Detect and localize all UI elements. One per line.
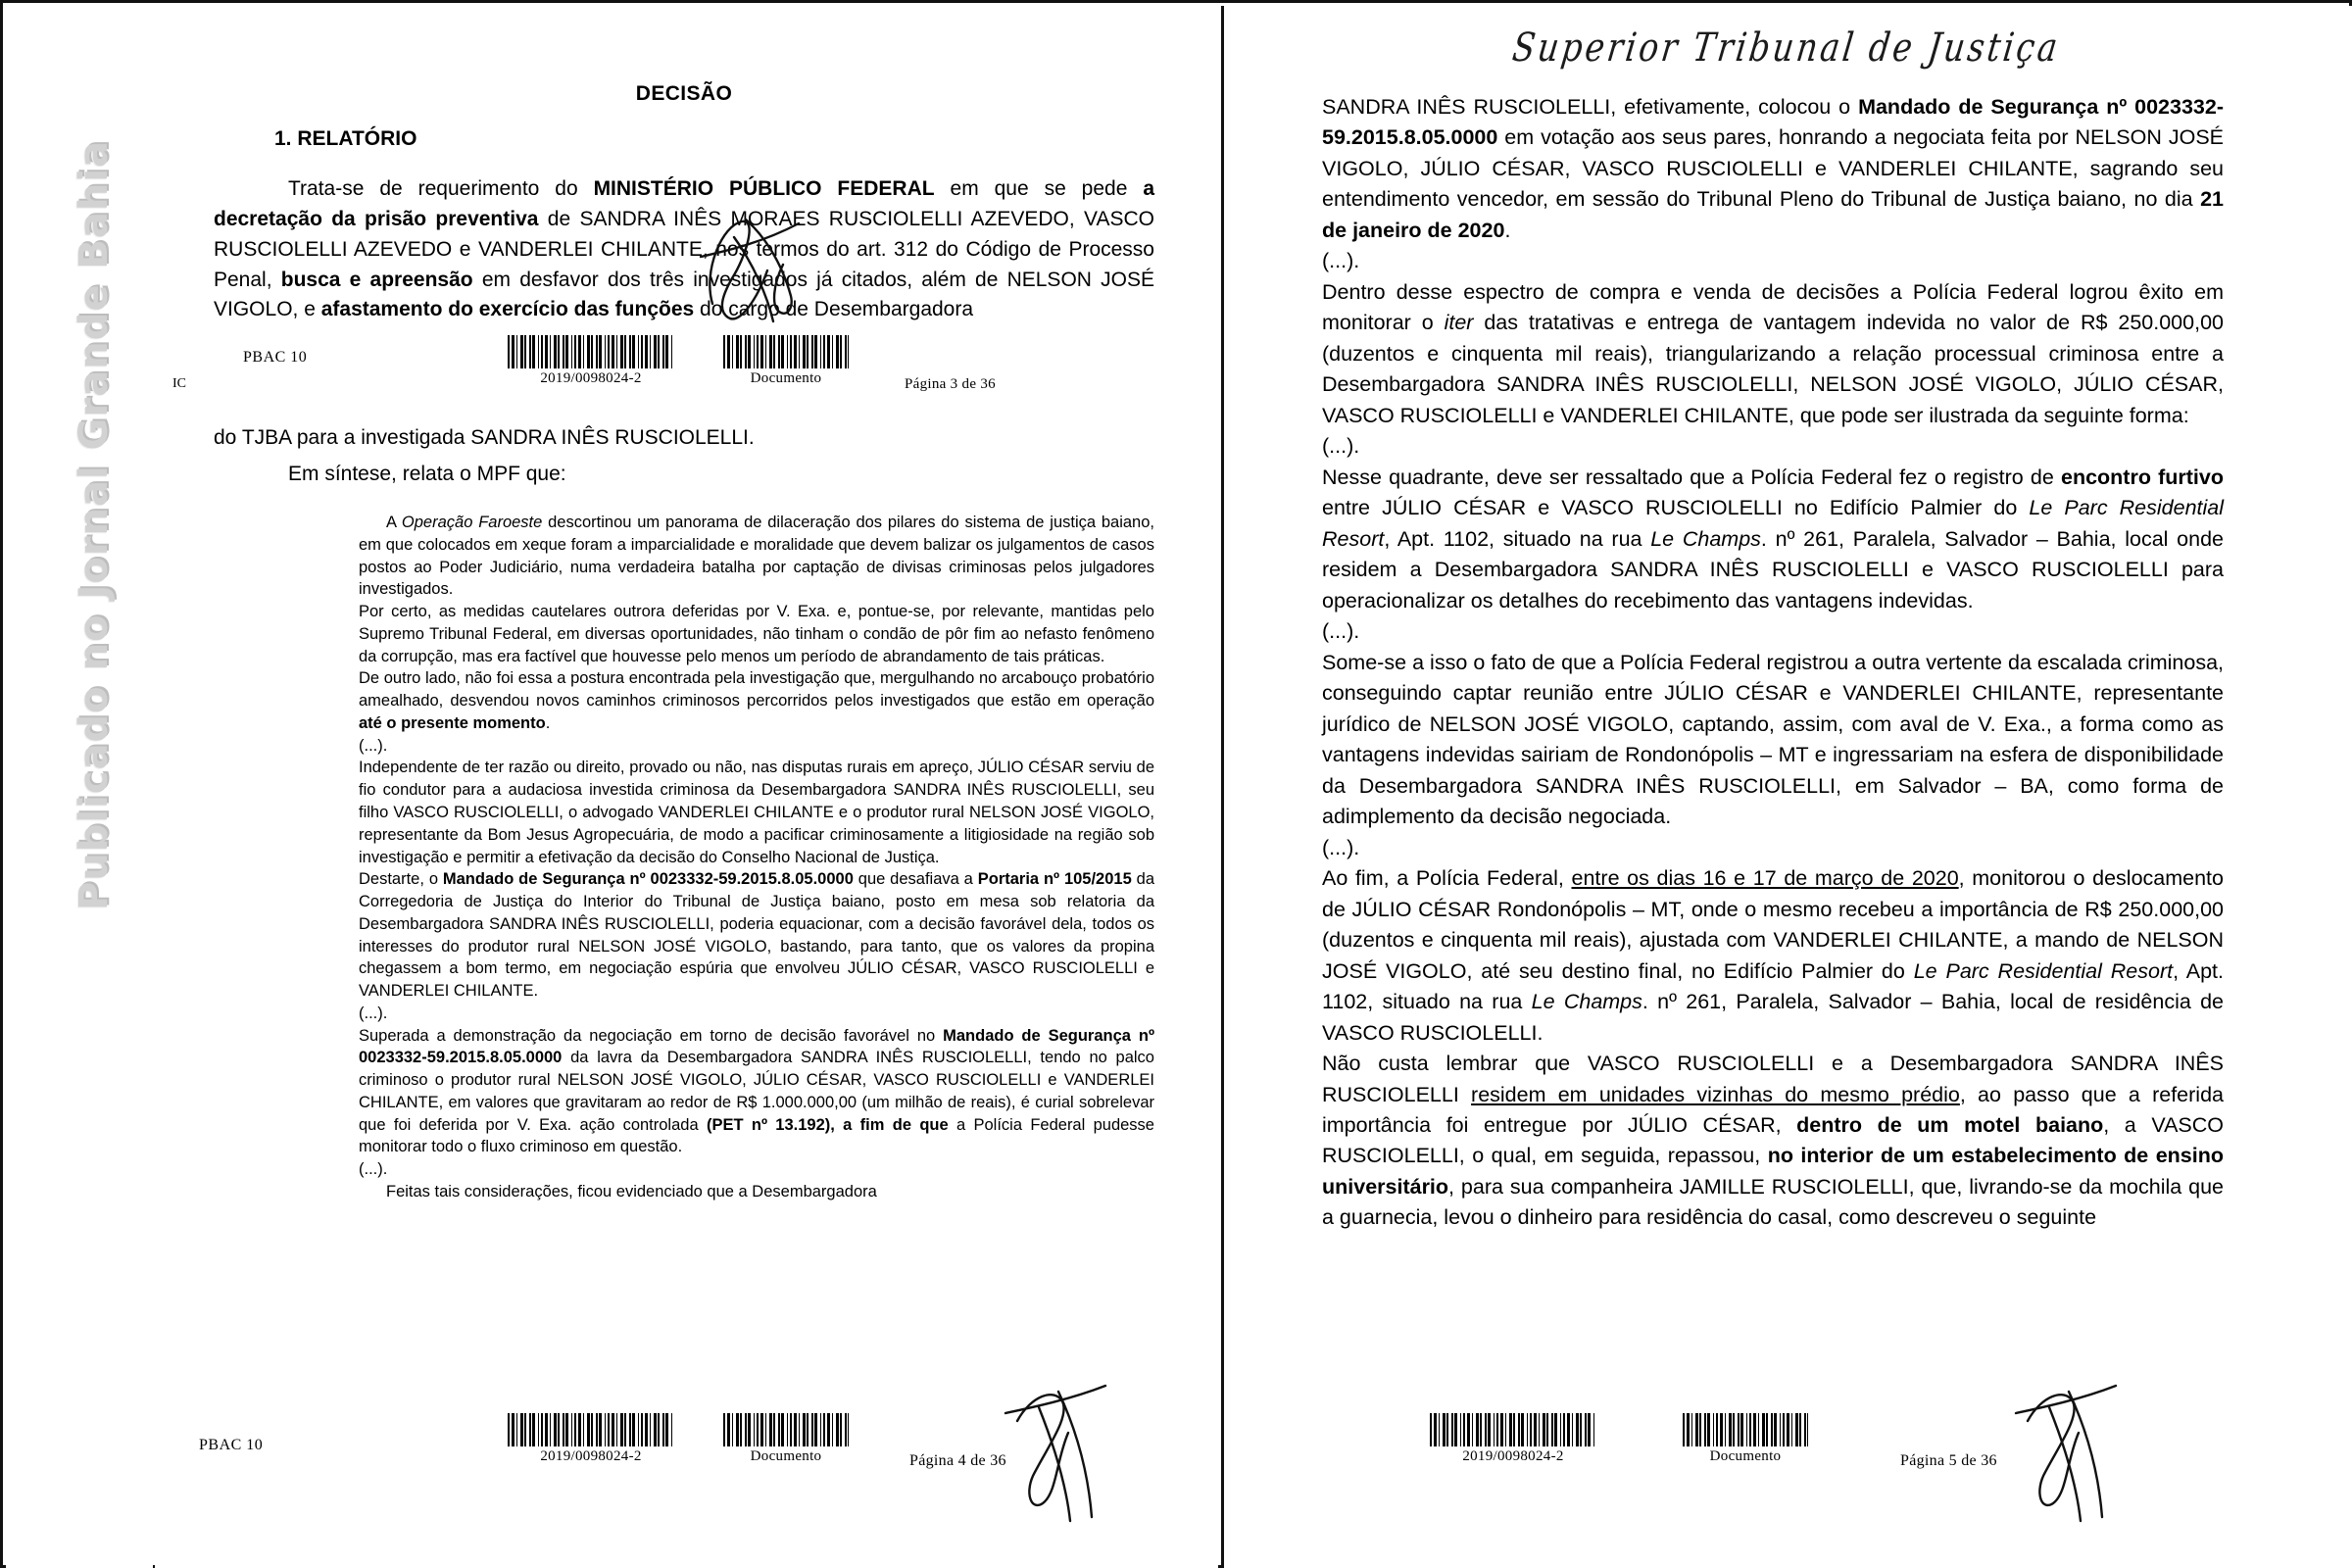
quote-paragraph: Independente de ter razão ou direito, provado ou não, nas disputas rurais em apreço, JÚLIO CÉSAR serviu de fio condutor para a audaciosa investida criminosa da Desembargadora SANDRA INÊS RUSCIOLELLI, seu filho VASCO RUSCIOLELLI, o advogado VANDERLEI CHILANTE e o produtor rural NELSON JOSÉ VIGOLO, representante da Bom Jesus Agropecuária, de modo a pacificar criminosamente a litigiosidade na região sob investigação e permitir a efetivação da decisão do Conselho Nacional de Justiça. — [359, 759, 1154, 866]
body-ellipsis: (...). — [1322, 434, 1360, 459]
body-paragraph: Não custa lembrar que VASCO RUSCIOLELLI e a Desembargadora SANDRA INÊS RUSCIOLELLI residem em unidades vizinhas do mesmo prédio, ao passo que a referida importância foi entregue por JÚLIO CÉSAR, dentro de um motel baiano, a VASCO RUSCIOLELLI, o qual, em seguida, repassou, no interior de um estabelecimento de ensino universitário, para sua companheira JAMILLE RUSCIOLELLI, que, livrando-se da mochila que a guarnecia, levou o dinheiro para residência do casal, como descreveu o seguinte — [1322, 1052, 2224, 1230]
left-page-content — [172, 82, 1155, 1203]
page-number-footer: Página 4 de 36 — [909, 1452, 1006, 1469]
opening-paragraph: Trata-se de requerimento do MINISTÉRIO PÚBLICO FEDERAL em que se pede a decretação da prisão preventiva de SANDRA INÊS MORAES RUSCIOLELLI AZEVEDO, VASCO RUSCIOLELLI AZEVEDO e VANDERLEI CHILANTE, nos termos do art. 312 do Código de Processo Penal, busca e apreensão em desfavor dos três investigados já citados, além de NELSON JOSÉ VIGOLO, e afastamento do exercício das funções do cargo de Desembargadora — [214, 177, 1155, 321]
quote-paragraph: Superada a demonstração da negociação em torno de decisão favorável no Mandado de Segurança nº 0023332-59.2015.8.05.0000 da lavra da Desembargadora SANDRA INÊS RUSCIOLELLI, tendo no palco criminoso o produtor rural NELSON JOSÉ VIGOLO, JÚLIO CÉSAR, VASCO RUSCIOLELLI e VANDERLEI CHILANTE, em valores que gravitaram ao redor de R$ 1.000.000,00 (um milhão de reais), é curial sobrelevar que foi deferida por V. Exa. ação controlada (PET nº 13.192), a fim de que a Polícia Federal pudesse monitorar todo o fluxo criminoso em questão. — [359, 1026, 1154, 1156]
quote-paragraph: Por certo, as medidas cautelares outrora deferidas por V. Exa. e, pontue-se, por relevante, mantidas pelo Supremo Tribunal Federal, em diversas oportunidades, não tinham o condão de pôr fim ao nefasto fenômeno da corrupção, mas era factível que houvesse pelo menos um período de abrandamento de tais práticas. — [359, 603, 1154, 665]
left-page-footer — [155, 1413, 1218, 1492]
barcode-documento-footer — [723, 1413, 849, 1465]
barcode-process-number: 2019/0098024-2 — [540, 370, 642, 387]
pbac-label-footer: PBAC 10 — [199, 1437, 264, 1453]
body-paragraph: Dentro desse espectro de compra e venda de decisões a Polícia Federal logrou êxito em monitorar o iter das tratativas e entrega de vantagem indevida no valor de R$ 250.000,00 (duzentos e cinquenta mil reais), triangularizando a relação processual criminosa entre a Desembargadora SANDRA INÊS RUSCIOLELLI, NELSON JOSÉ VIGOLO, JÚLIO CÉSAR, VASCO RUSCIOLELLI e VANDERLEI CHILANTE, que pode ser ilustrada da seguinte forma: — [1322, 279, 2224, 427]
page-number-top: Página 3 de 36 — [905, 376, 996, 393]
right-page-content — [1322, 92, 2224, 1234]
barcode-documento-label: Documento — [750, 370, 822, 387]
barcode-process-number: 2019/0098024-2 — [1462, 1448, 1564, 1464]
continuation-paragraph: do TJBA para a investigada SANDRA INÊS RUSCIOLELLI. — [214, 426, 755, 450]
barcode-glyph — [1683, 1413, 1808, 1446]
barcode-documento-top — [723, 335, 849, 387]
scanned-page-right — [1221, 6, 2352, 1568]
scan-stamp-band-top — [172, 331, 1154, 406]
body-ellipsis: (...). — [1322, 835, 1360, 859]
watermark-label: Publicado no Jornal Grande Bahia — [72, 139, 117, 910]
body-ellipsis: (...). — [1322, 249, 1360, 273]
right-page-footer — [1224, 1413, 2352, 1492]
body-ellipsis: (...). — [1322, 619, 1360, 644]
body-paragraph: SANDRA INÊS RUSCIOLELLI, efetivamente, colocou o Mandado de Segurança nº 0023332-59.2015.8.05.0000 em votação aos seus pares, honrando a negociata feita por NELSON JOSÉ VIGOLO, JÚLIO CÉSAR, VASCO RUSCIOLELLI e VANDERLEI CHILANTE, sagrando seu entendimento vencedor, em sessão do Tribunal Pleno do Tribunal de Justiça baiano, no dia 21 de janeiro de 2020. — [1322, 95, 2224, 242]
barcode-glyph — [508, 1413, 674, 1446]
body-paragraph: Ao fim, a Polícia Federal, entre os dias 16 e 17 de março de 2020, monitorou o deslocamento de JÚLIO CÉSAR Rondonópolis – MT, onde o mesmo recebeu a importância de R$ 250.000,00 (duzentos e cinquenta mil reais), ajustada com VANDERLEI CHILANTE, a mando de NELSON JOSÉ VIGOLO, até seu destino final, no Edifício Palmier do Le Parc Residential Resort, Apt. 1102, situado na rua Le Champs. nº 261, Paralela, Salvador – Bahia, local de residência de VASCO RUSCIOLELLI. — [1322, 866, 2225, 1045]
page-number-footer: Página 5 de 36 — [1900, 1452, 1997, 1469]
quote-ellipsis: (...). — [359, 1004, 388, 1022]
barcode-glyph — [508, 335, 674, 368]
barcode-process-footer — [1430, 1413, 1596, 1465]
quote-ellipsis: (...). — [359, 736, 388, 755]
lead-in-paragraph: Em síntese, relata o MPF que: — [288, 463, 566, 486]
body-paragraph: Nesse quadrante, deve ser ressaltado que a Polícia Federal fez o registro de encontro furtivo entre JÚLIO CÉSAR e VASCO RUSCIOLELLI no Edifício Palmier do Le Parc Residential Resort, Apt. 1102, situado na rua Le Champs. nº 261, Paralela, Salvador – Bahia, local onde residem a Desembargadora SANDRA INÊS RUSCIOLELLI e VASCO RUSCIOLELLI para operacionalizar os detalhes do recebimento das vantagens indevidas. — [1322, 465, 2225, 612]
court-header-stj: Superior Tribunal de Justiça — [1509, 24, 2064, 71]
barcode-process-top — [508, 335, 674, 387]
barcode-documento-footer — [1683, 1413, 1808, 1465]
barcode-glyph — [723, 1413, 849, 1446]
quote-paragraph: Feitas tais considerações, ficou evidenciado que a Desembargadora — [386, 1182, 877, 1200]
ic-label-top: IC — [172, 376, 186, 392]
barcode-glyph — [1430, 1413, 1596, 1446]
section-heading-relatorio: 1. RELATÓRIO — [274, 127, 417, 150]
barcode-process-number: 2019/0098024-2 — [540, 1448, 642, 1464]
quote-paragraph: A Operação Faroeste descortinou um panorama de dilaceração dos pilares do sistema de justiça baiano, em que colocados em xeque foram a imparcialidade e moralidade que devem balizar os julgamentos de casos postos ao Poder Judiciário, numa verdadeira batalha por captação de divisas criminosas pelos julgadores investigados. — [359, 514, 1154, 599]
body-paragraph: Some-se a isso o fato de que a Polícia Federal registrou a outra vertente da escalada criminosa, conseguindo captar reunião entre JÚLIO CÉSAR e VANDERLEI CHILANTE, representante jurídico de NELSON JOSÉ VIGOLO, captando, assim, com aval de V. Exa., a forma como as vantagens indevidas sairiam de Rondonópolis – MT e ingressariam na esfera de disponibilidade da Desembargadora SANDRA INÊS RUSCIOLELLI, em Salvador – BA, como forma de adimplemento da decisão negociada. — [1322, 650, 2224, 829]
quote-paragraph: Destarte, o Mandado de Segurança nº 0023332-59.2015.8.05.0000 que desafiava a Portaria nº 105/2015 da Corregedoria de Justiça do Interior do Tribunal de Justiça baiano, posto em mesa sob relatoria da Desembargadora SANDRA INÊS RUSCIOLELLI, poderia equacionar, com a decisão favorável dela, todos os interesses do produtor rural NELSON JOSÉ VIGOLO, bastando, para tanto, que os valores da propina chegassem a bom termo, em negociação espúria que envolveu JÚLIO CÉSAR, VASCO RUSCIOLELLI e VANDERLEI CHILANTE. — [359, 870, 1155, 1001]
scanned-page-left — [155, 6, 1218, 1568]
quoted-citation-block — [359, 512, 1154, 1203]
quote-paragraph: De outro lado, não foi essa a postura encontrada pela investigação que, mergulhando no arcabouço probatório amealhado, desvendou novos caminhos criminosos percorridos pelos investigados que estão em operação até o presente momento. — [359, 669, 1154, 732]
quote-ellipsis: (...). — [359, 1160, 388, 1179]
decision-title: DECISÃO — [635, 82, 733, 105]
pbac-label-top: PBAC 10 — [243, 349, 308, 367]
barcode-documento-label: Documento — [1709, 1448, 1782, 1464]
watermark-sidebar — [6, 6, 153, 1568]
barcode-documento-label: Documento — [750, 1448, 822, 1464]
barcode-process-footer — [508, 1413, 674, 1465]
barcode-glyph — [723, 335, 849, 368]
